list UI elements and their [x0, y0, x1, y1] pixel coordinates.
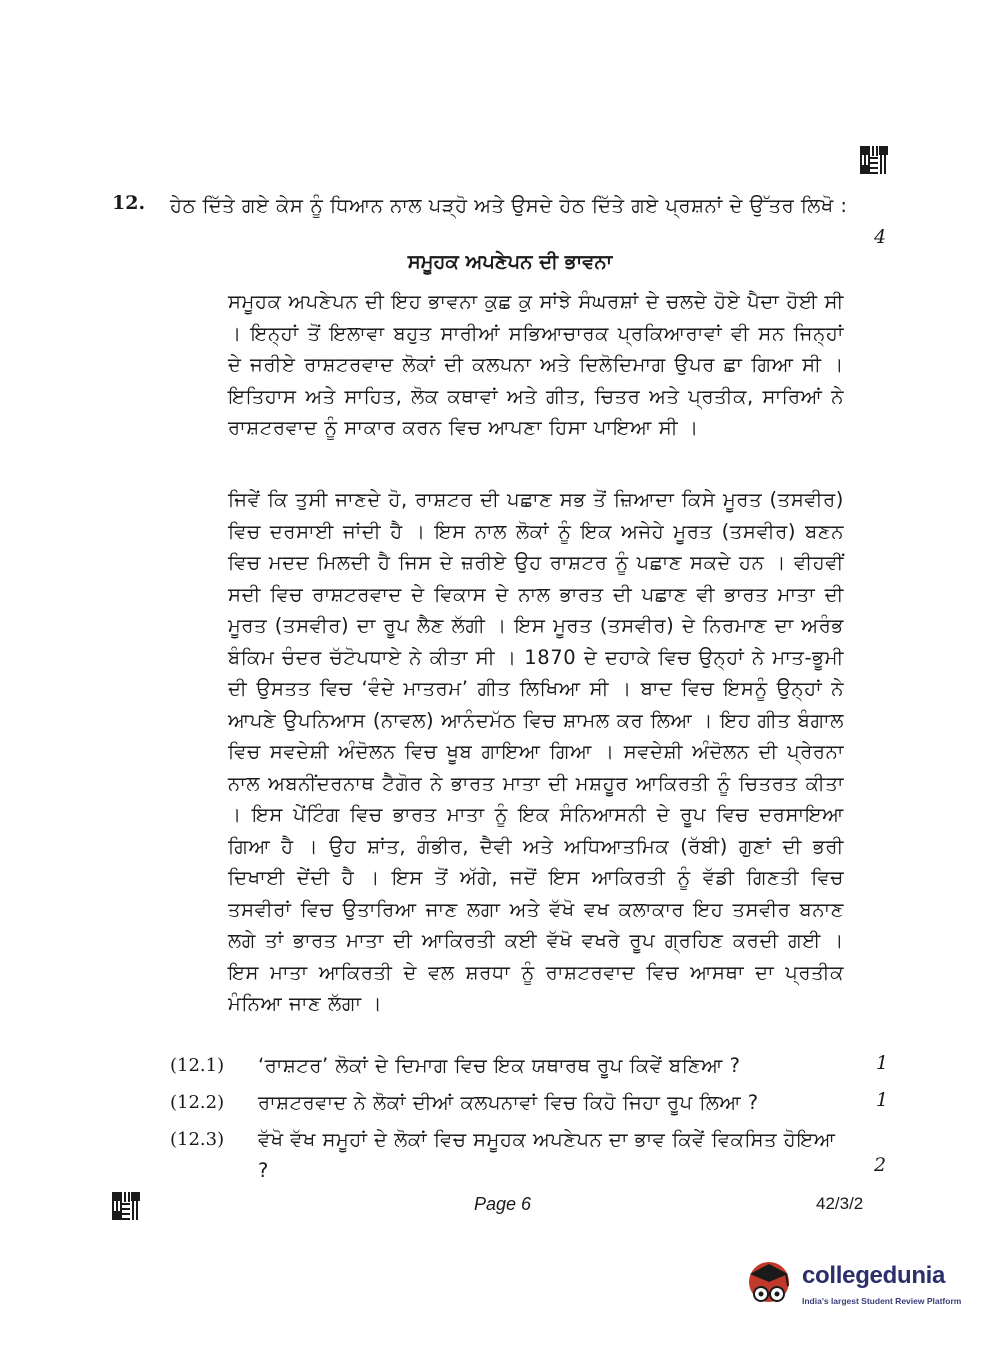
question-number: 12.: [112, 192, 146, 214]
qr-code-icon: [112, 1192, 140, 1220]
sub-question-marks: 1: [876, 1052, 889, 1074]
page-number: Page 6: [474, 1194, 532, 1214]
watermark-tagline: India's largest Student Review Platform: [802, 1296, 962, 1306]
watermark-name: collegedunia: [802, 1262, 946, 1289]
qr-code-icon: [860, 146, 888, 174]
collegedunia-mascot-icon: [742, 1252, 796, 1312]
sub-question-text: ਵੱਖੋ ਵੱਖ ਸਮੂਹਾਂ ਦੇ ਲੋਕਾਂ ਵਿਚ ਸਮੂਹਕ ਅਪਣੇਪਨ ਦਾ ਭਾਵ ਕਿਵੇਂ ਵਿਕਸਿਤ ਹੋਇਆ ?: [258, 1128, 836, 1182]
question-marks: 4: [874, 226, 887, 248]
sub-question-number: (12.1): [170, 1055, 225, 1076]
collegedunia-watermark: [742, 1252, 970, 1322]
sub-question-marks: 1: [876, 1089, 889, 1111]
sub-question-number: (12.3): [170, 1129, 225, 1150]
sub-question-marks: 2: [874, 1154, 887, 1176]
passage-paragraph: ਜਿਵੇਂ ਕਿ ਤੁਸੀ ਜਾਣਦੇ ਹੋ, ਰਾਸ਼ਟਰ ਦੀ ਪਛਾਣ ਸਭ ਤੋਂ ਜ਼ਿਆਦਾ ਕਿਸੇ ਮੂਰਤ (ਤਸਵੀਰ) ਵਿਚ ਦਰਸਾਈ ਜਾਂਦੀ ਹੈ । ਇਸ ਨਾਲ ਲੋਕਾਂ ਨੂੰ ਇਕ ਅਜੇਹੇ ਮੂਰਤ (ਤਸਵੀਰ) ਬਣਨ ਵਿਚ ਮਦਦ ਮਿਲਦੀ ਹੈ ਜਿਸ ਦੇ ਜ਼ਰੀਏ ਉਹ ਰਾਸ਼ਟਰ ਨੂੰ ਪਛਾਣ ਸਕਦੇ ਹਨ । ਵੀਹਵੀਂ ਸਦੀ ਵਿਚ ਰਾਸ਼ਟਰਵਾਦ ਦੇ ਵਿਕਾਸ ਦੇ ਨਾਲ ਭਾਰਤ ਦੀ ਪਛਾਣ ਵੀ ਭਾਰਤ ਮਾਤਾ ਦੀ ਮੂਰਤ (ਤਸਵੀਰ) ਦਾ ਰੂਪ ਲੈਣ ਲੱਗੀ । ਇਸ ਮੂਰਤ (ਤਸਵੀਰ) ਦੇ ਨਿਰਮਾਣ ਦਾ ਅਰੰਭ ਬੰਕਿਮ ਚੰਦਰ ਚੱਟੋਪਧਾਏ ਨੇ ਕੀਤਾ ਸੀ । 1870 ਦੇ ਦਹਾਕੇ ਵਿਚ ਉਨ੍ਹਾਂ ਨੇ ਮਾਤ-ਭੂਮੀ ਦੀ ਉਸਤਤ ਵਿਚ ‘ਵੰਦੇ ਮਾਤਰਮ’ ਗੀਤ ਲਿਖਿਆ ਸੀ । ਬਾਦ ਵਿਚ ਇਸਨੂੰ ਉਨ੍ਹਾਂ ਨੇ ਆਪਣੇ ਉਪਨਿਆਸ (ਨਾਵਲ) ਆਨੰਦਮੱਠ ਵਿਚ ਸ਼ਾਮਲ ਕਰ ਲਿਆ । ਇਹ ਗੀਤ ਬੰਗਾਲ ਵਿਚ ਸਵਦੇਸ਼ੀ ਅੰਦੋਲਨ ਵਿਚ ਖੂਬ ਗਾਇਆ ਗਿਆ । ਸਵਦੇਸ਼ੀ ਅੰਦੋਲਨ ਦੀ ਪ੍ਰੇਰਨਾ ਨਾਲ ਅਬਨੀਂਦਰਨਾਥ ਟੈਗੋਰ ਨੇ ਭਾਰਤ ਮਾਤਾ ਦੀ ਮਸ਼ਹੂਰ ਆਕਿਰਤੀ ਨੂੰ ਚਿਤਰਤ ਕੀਤਾ । ਇਸ ਪੇਂਟਿੰਗ ਵਿਚ ਭਾਰਤ ਮਾਤਾ ਨੂੰ ਇਕ ਸੰਨਿਆਸਨੀ ਦੇ ਰੂਪ ਵਿਚ ਦਰਸਾਇਆ ਗਿਆ ਹੈ । ਉਹ ਸ਼ਾਂਤ, ਗੰਭੀਰ, ਦੈਵੀ ਅਤੇ ਅਧਿਆਤਮਿਕ (ਰੱਬੀ) ਗੁਣਾਂ ਦੀ ਭਰੀ ਦਿਖਾਈ ਦੇਂਦੀ ਹੈ । ਇਸ ਤੋਂ ਅੱਗੇ, ਜਦੋਂ ਇਸ ਆਕਿਰਤੀ ਨੂੰ ਵੱਡੀ ਗਿਣਤੀ ਵਿਚ ਤਸਵੀਰਾਂ ਵਿਚ ਉਤਾਰਿਆ ਜਾਣ ਲਗਾ ਅਤੇ ਵੱਖੋ ਵਖ ਕਲਾਕਾਰ ਇਹ ਤਸਵੀਰ ਬਨਾਣ ਲਗੇ ਤਾਂ ਭਾਰਤ ਮਾਤਾ ਦੀ ਆਕਿਰਤੀ ਕਈ ਵੱਖੋ ਵਖਰੇ ਰੂਪ ਗ੍ਰਹਿਣ ਕਰਦੀ ਗਈ । ਇਸ ਮਾਤਾ ਆਕਿਰਤੀ ਦੇ ਵਲ ਸ਼ਰਧਾ ਨੂੰ ਰਾਸ਼ਟਰਵਾਦ ਵਿਚ ਆਸਥਾ ਦਾ ਪ੍ਰਤੀਕ ਮੰਨਿਆ ਜਾਣ ਲੱਗਾ ।: [228, 488, 844, 1015]
sub-question-text: ‘ਰਾਸ਼ਟਰ’ ਲੋਕਾਂ ਦੇ ਦਿਮਾਗ ਵਿਚ ਇਕ ਯਥਾਰਥ ਰੂਪ ਕਿਵੇਂ ਬਣਿਆ ?: [258, 1054, 741, 1077]
sub-question-number: (12.2): [170, 1092, 225, 1113]
passage-paragraph: ਸਮੂਹਕ ਅਪਣੇਪਨ ਦੀ ਇਹ ਭਾਵਨਾ ਕੁਛ ਕੁ ਸਾਂਝੇ ਸੰਘਰਸ਼ਾਂ ਦੇ ਚਲਦੇ ਹੋਏ ਪੈਦਾ ਹੋਈ ਸੀ । ਇਨ੍ਹਾਂ ਤੋਂ ਇਲਾਵਾ ਬਹੁਤ ਸਾਰੀਆਂ ਸਭਿਆਚਾਰਕ ਪ੍ਰਕਿਆਰਾਵਾਂ ਵੀ ਸਨ ਜਿਨ੍ਹਾਂ ਦੇ ਜਰੀਏ ਰਾਸ਼ਟਰਵਾਦ ਲੋਕਾਂ ਦੀ ਕਲਪਨਾ ਅਤੇ ਦਿਲੋਦਿਮਾਗ ਉਪਰ ਛਾ ਗਿਆ ਸੀ । ਇਤਿਹਾਸ ਅਤੇ ਸਾਹਿਤ, ਲੋਕ ਕਥਾਵਾਂ ਅਤੇ ਗੀਤ, ਚਿਤਰ ਅਤੇ ਪ੍ਰਤੀਕ, ਸਾਰਿਆਂ ਨੇ ਰਾਸ਼ਟਰਵਾਦ ਨੂੰ ਸਾਕਾਰ ਕਰਨ ਵਿਚ ਆਪਣਾ ਹਿਸਾ ਪਾਇਆ ਸੀ ।: [228, 290, 844, 439]
paper-code: 42/3/2: [816, 1194, 864, 1213]
sub-question-text: ਰਾਸ਼ਟਰਵਾਦ ਨੇ ਲੋਕਾਂ ਦੀਆਂ ਕਲਪਨਾਵਾਂ ਵਿਚ ਕਿਹੋ ਜਿਹਾ ਰੂਪ ਲਿਆ ?: [258, 1091, 759, 1114]
question-intro: ਹੇਠ ਦਿੱਤੇ ਗਏ ਕੇਸ ਨੂੰ ਧਿਆਨ ਨਾਲ ਪੜ੍ਹੋ ਅਤੇ ਉਸਦੇ ਹੇਠ ਦਿੱਤੇ ਗਏ ਪ੍ਰਸ਼ਨਾਂ ਦੇ ਉੱਤਰ ਲਿਖੋ :: [170, 194, 848, 217]
passage-heading: ਸਮੂਹਕ ਅਪਣੇਪਨ ਦੀ ਭਾਵਨਾ: [407, 250, 613, 273]
